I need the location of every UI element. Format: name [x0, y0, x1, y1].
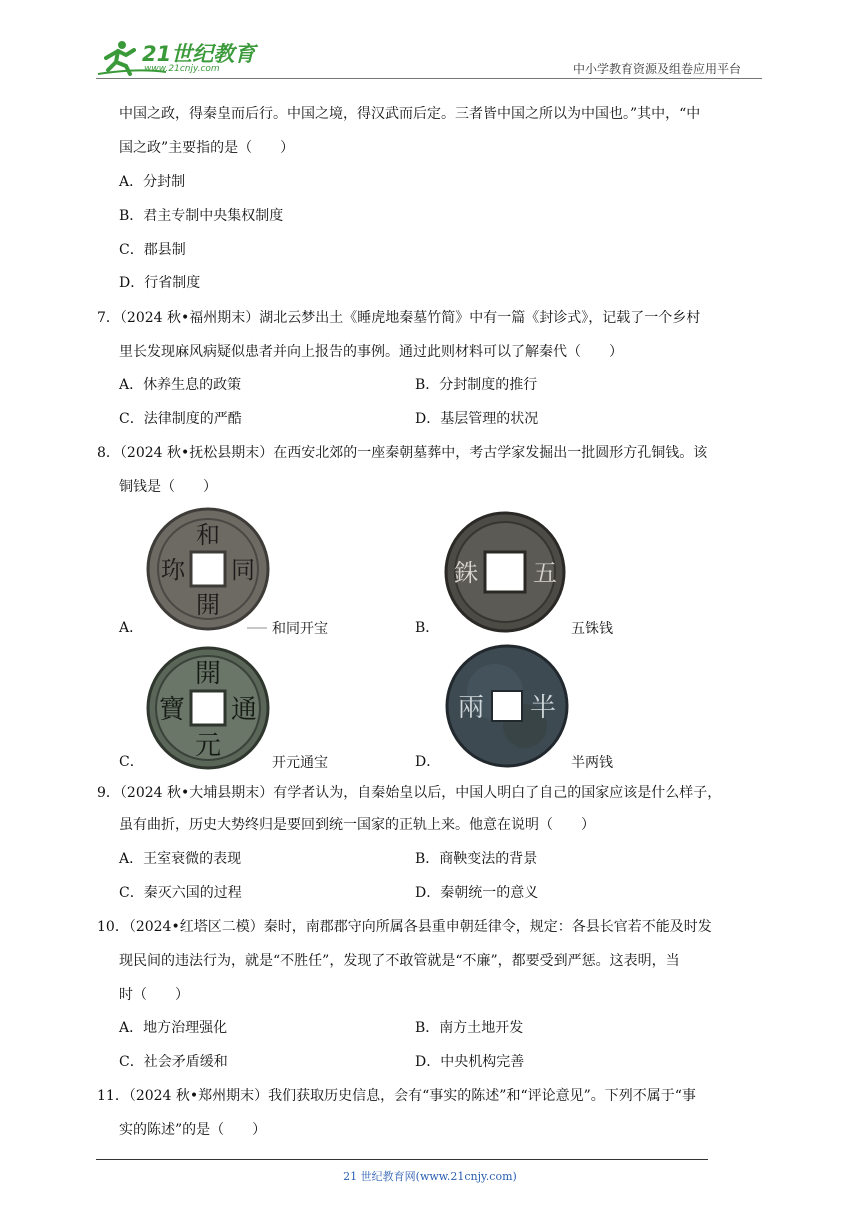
q9-option-b[interactable]: B．商鞅变法的背景	[415, 851, 538, 867]
site-logo	[96, 36, 266, 80]
q6-option-c[interactable]: C．郡县制	[119, 242, 186, 258]
q6-option-b[interactable]: B．君主专制中央集权制度	[119, 208, 284, 224]
q10-line1: 10．（2024•红塔区二模）秦时，南郡郡守向所属各县重申朝廷律令，规定：各县长官若不能及时发	[97, 919, 712, 935]
coin-a-char-right: 同	[231, 556, 255, 584]
coin-b-char-left: 銖	[454, 559, 478, 587]
header-divider	[96, 78, 762, 79]
coin-d-char-left: 兩	[457, 693, 485, 723]
q10-option-b[interactable]: B．南方土地开发	[415, 1020, 524, 1036]
logo-url: www.21cnjy.com	[144, 64, 220, 74]
coin-b-char-right: 五	[533, 559, 557, 587]
coin-c-char-top: 開	[194, 659, 222, 689]
q9-option-d[interactable]: D．秦朝统一的意义	[415, 885, 539, 901]
coin-d-char-right: 半	[529, 693, 557, 723]
coin-c-char-left: 寶	[158, 695, 186, 725]
q7-option-d[interactable]: D．基层管理的状况	[415, 411, 539, 427]
q9-line2: 虽有曲折，历史大势终归是要回到统一国家的正轨上来。他意在说明（ ）	[119, 817, 595, 833]
q9-option-a[interactable]: A．王室衰微的表现	[119, 851, 242, 867]
footer-divider	[96, 1159, 708, 1160]
q8-option-c-caption: 开元通宝	[272, 755, 328, 771]
coin-image-kai-yuan-tong-bao[interactable]	[146, 646, 270, 774]
q8-option-b-caption: 五铢钱	[571, 621, 613, 637]
q8-line1: 8．（2024 秋•抚松县期末）在西安北郊的一座秦朝墓葬中，考古学家发掘出一批圆形方孔铜钱。该	[97, 445, 708, 461]
q9-option-c[interactable]: C．秦灭六国的过程	[119, 885, 242, 901]
coin-a-char-bottom: 開	[196, 591, 220, 619]
q10-line2: 现民间的违法行为，就是“不胜任”，发现了不敢管就是“不廉”，都要受到严惩。这表明，当	[119, 953, 680, 969]
q11-line2: 实的陈述”的是（ ）	[119, 1122, 267, 1138]
coin-c-char-right: 通	[230, 695, 258, 725]
q10-option-d[interactable]: D．中央机构完善	[415, 1054, 525, 1070]
q6-line2: 国之政”主要指的是（ ）	[119, 140, 295, 156]
q6-option-a[interactable]: A．分封制	[119, 174, 186, 190]
q7-line2: 里长发现麻风病疑似患者并向上报告的事例。通过此则材料可以了解秦代（ ）	[119, 344, 623, 360]
header-platform-name: 中小学教育资源及组卷应用平台	[573, 62, 742, 76]
q7-option-a[interactable]: A．休养生息的政策	[119, 377, 242, 393]
q6-line1: 中国之政，得秦皇而后行。中国之境，得汉武而后定。三者皆中国之所以为中国也。”其中，“中	[119, 106, 701, 122]
q8-option-a-letter[interactable]: A．	[119, 620, 144, 636]
coin-c-char-bottom: 元	[194, 731, 222, 761]
coin-a-dash	[247, 627, 267, 629]
q10-option-a[interactable]: A．地方治理强化	[119, 1020, 228, 1036]
coin-a-char-top: 和	[196, 521, 220, 549]
logo-title: 21世纪教育	[142, 42, 256, 66]
q8-option-d-caption: 半两钱	[571, 755, 613, 771]
coin-image-he-tong-kai-bao[interactable]	[146, 507, 270, 635]
q10-line3: 时（ ）	[119, 987, 189, 1003]
coin-image-ban-liang[interactable]	[445, 644, 569, 772]
q10-option-c[interactable]: C．社会矛盾缓和	[119, 1054, 228, 1070]
q8-option-d-letter[interactable]: D．	[415, 754, 441, 770]
q6-option-d[interactable]: D．行省制度	[119, 275, 201, 291]
q11-line1: 11．（2024 秋•郑州期末）我们获取历史信息，会有“事实的陈述”和“评论意见”。下列不属于“事	[97, 1088, 696, 1104]
q8-option-c-letter[interactable]: C．	[119, 754, 144, 770]
q8-option-b-letter[interactable]: B．	[415, 620, 440, 636]
q7-option-b[interactable]: B．分封制度的推行	[415, 377, 538, 393]
coin-a-char-left: 珎	[161, 556, 185, 584]
footer-link[interactable]: 21 世纪教育网(www.21cnjy.com)	[343, 1170, 517, 1183]
q8-line2: 铜钱是（ ）	[119, 479, 217, 495]
q9-line1: 9．（2024 秋•大埔县期末）有学者认为，自秦始皇以后，中国人明白了自己的国家应该是什么样子，	[97, 785, 722, 801]
coin-image-wu-zhu[interactable]	[444, 511, 566, 637]
q8-option-a-caption: 和同开宝	[272, 621, 328, 637]
q7-option-c[interactable]: C．法律制度的严酷	[119, 411, 242, 427]
q7-line1: 7．（2024 秋•福州期末）湖北云梦出土《睡虎地秦墓竹简》中有一篇《封诊式》，记载了一个乡村	[97, 310, 701, 326]
